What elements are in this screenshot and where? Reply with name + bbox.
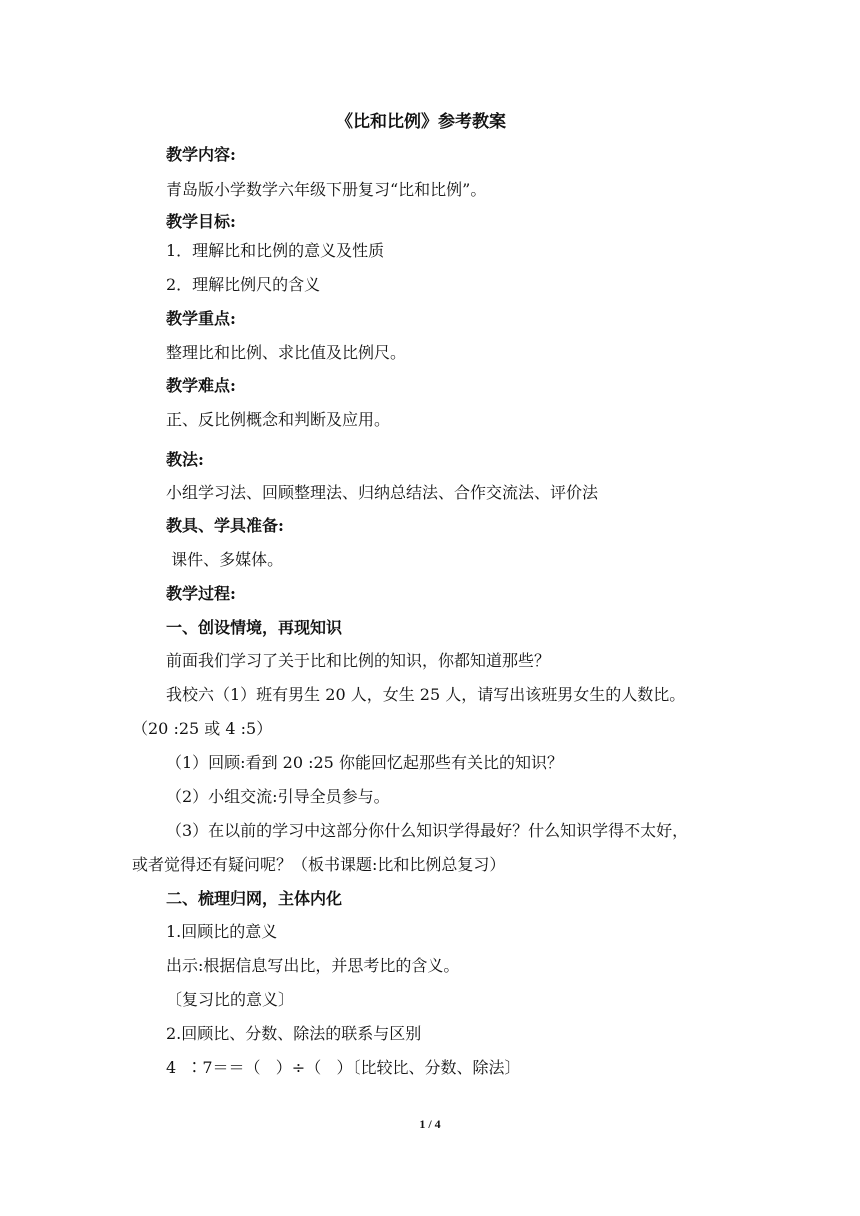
method-heading: 教法: [166,450,204,469]
goal-item-1: 1．理解比和比例的意义及性质 [166,241,385,260]
section-1-paragraph-1: 前面我们学习了关于比和比例的知识，你都知道那些？ [166,651,551,670]
section-2-item-2: 2.回顾比、分数、除法的联系与区别 [166,1024,422,1043]
tools-text: 课件、多媒体。 [166,550,284,569]
page-title: 《比和比例》参考教案 [336,112,506,132]
page-number: 1 / 4 [419,1117,441,1131]
key-points-heading: 教学重点: [166,309,236,328]
section-2-item-1-note: 〔复习比的意义〕 [166,990,295,1009]
goal-item-2: 2．理解比例尺的含义 [166,275,321,294]
section-1-item-2: （2）小组交流:引导全员参与。 [166,787,390,806]
key-points-text: 整理比和比例、求比值及比例尺。 [166,343,407,362]
process-heading: 教学过程: [166,584,236,603]
difficulty-text: 正、反比例概念和判断及应用。 [166,410,391,429]
goals-heading: 教学目标: [166,212,236,231]
method-text: 小组学习法、回顾整理法、归纳总结法、合作交流法、评价法 [166,483,599,502]
section-1-heading: 一、创设情境，再现知识 [166,618,343,637]
section-2-item-1-text: 出示:根据信息写出比，并思考比的含义。 [166,956,460,975]
section-1-item-3-continued: 或者觉得还有疑问呢？（板书课题:比和比例总复习） [132,855,506,874]
section-2-item-1: 1.回顾比的意义 [166,922,278,941]
tools-heading: 教具、学具准备: [166,516,284,535]
difficulty-heading: 教学难点: [166,376,236,395]
section-2-heading: 二、梳理归网，主体内化 [166,889,343,908]
content-heading: 教学内容: [166,145,236,164]
section-2-item-2-equation: 4 ∶7＝＝（ ）÷（ ）〔比较比、分数、除法〕 [166,1058,521,1077]
section-1-item-1: （1）回顾:看到 20 :25 你能回忆起那些有关比的知识？ [166,753,563,772]
section-1-item-3: （3）在以前的学习中这部分你什么知识学得最好？什么知识学得不太好， [166,821,689,840]
content-text: 青岛版小学数学六年级下册复习“比和比例”。 [166,180,487,199]
section-1-paragraph-2-continued: （20 :25 或 4 :5） [132,719,273,738]
section-1-paragraph-2: 我校六（1）班有男生 20 人，女生 25 人，请写出该班男女生的人数比。 [166,685,686,704]
